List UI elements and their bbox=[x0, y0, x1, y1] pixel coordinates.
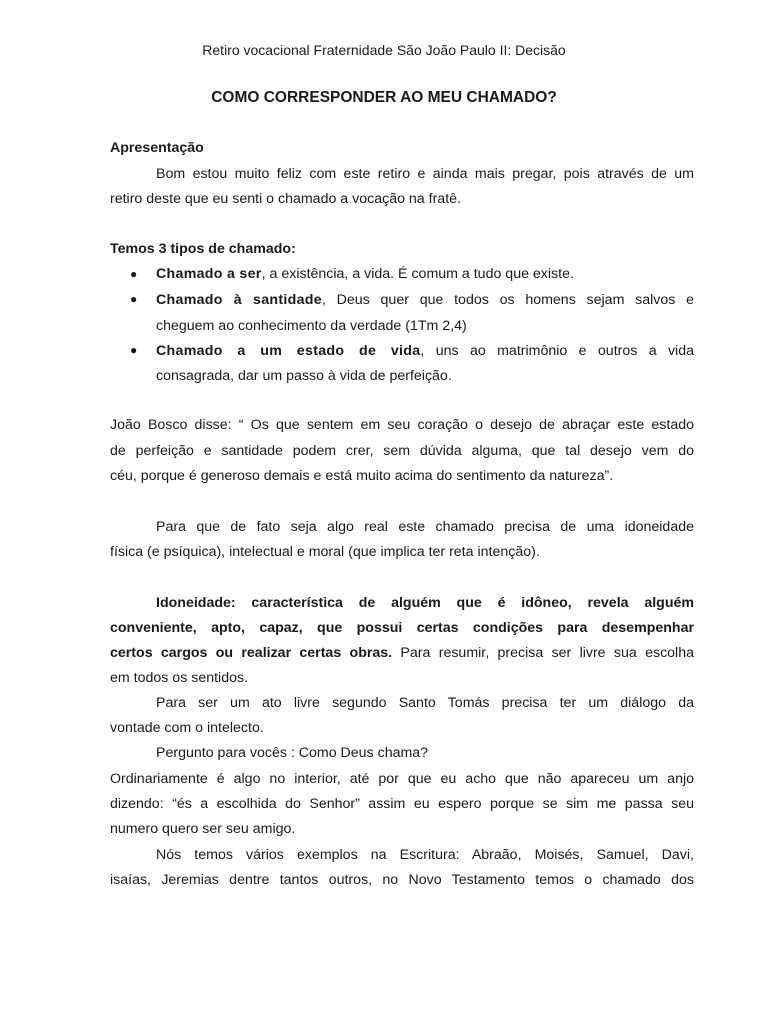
definition-line: Idoneidade: característica de alguém que é idôneo, revela alguém bbox=[156, 595, 694, 611]
document-header: Retiro vocacional Fraternidade São João Paulo II: Decisão bbox=[202, 42, 566, 58]
paragraph-line: Ordinariamente é algo no interior, até por que eu acho que não apareceu um anjo bbox=[110, 771, 694, 787]
paragraph-line: Para ser um ato livre segundo Santo Tomás precisa ter um diálogo da bbox=[156, 695, 694, 711]
list-item-continuation: cheguem ao conhecimento da verdade (1Tm 2,4) bbox=[156, 318, 467, 334]
paragraph-line: dizendo: “és a escolhida do Senhor” assim eu espero porque se sim me passa seu bbox=[110, 796, 694, 812]
list-item-continuation: consagrada, dar um passo à vida de perfeição. bbox=[156, 368, 452, 384]
paragraph-line: em todos os sentidos. bbox=[110, 670, 249, 686]
paragraph-line: de perfeição e santidade podem crer, sem dúvida alguma, que tal desejo vem do bbox=[110, 443, 694, 459]
bullet-icon: ● bbox=[130, 292, 138, 306]
definition-line: conveniente, apto, capaz, que possui certas condições para desempenhar bbox=[110, 620, 694, 636]
section-heading-tipos: Temos 3 tipos de chamado: bbox=[110, 241, 296, 257]
definition-bold: certos cargos ou realizar certas obras. bbox=[110, 645, 393, 661]
list-item-bold: Chamado a um estado de vida bbox=[156, 343, 421, 359]
bullet-icon: ● bbox=[130, 267, 138, 281]
list-item-text bbox=[156, 265, 694, 283]
list-item-rest: , Deus quer que todos os homens sejam salvos e bbox=[321, 292, 694, 308]
paragraph-line: Nós temos vários exemplos na Escritura: Abraão, Moisés, Samuel, Davi, bbox=[156, 847, 694, 863]
paragraph-line: Para que de fato seja algo real este chamado precisa de uma idoneidade bbox=[156, 519, 694, 535]
paragraph-line: vontade com o intelecto. bbox=[110, 720, 264, 736]
bullet-icon: ● bbox=[130, 343, 138, 357]
paragraph-line: numero quero ser seu amigo. bbox=[110, 821, 296, 837]
list-item-bold: Chamado à santidade bbox=[156, 292, 322, 308]
definition-line bbox=[110, 644, 694, 662]
paragraph-line: isaías, Jeremias dentre tantos outros, no Novo Testamento temos o chamado dos bbox=[110, 872, 694, 888]
list-item-text bbox=[156, 291, 694, 309]
paragraph-line: Bom estou muito feliz com este retiro e ainda mais pregar, pois através de um bbox=[156, 166, 694, 182]
paragraph-line: Pergunto para vocês : Como Deus chama? bbox=[156, 745, 429, 761]
definition-rest: Para resumir, precisa ser livre sua escolha bbox=[392, 645, 694, 661]
list-item-text bbox=[156, 342, 694, 360]
section-heading-apresentacao: Apresentação bbox=[110, 140, 204, 156]
list-item-rest: , a existência, a vida. É comum a tudo que existe. bbox=[261, 266, 574, 282]
paragraph-line: física (e psíquica), intelectual e moral (que implica ter reta intenção). bbox=[110, 544, 540, 560]
list-item-bold: Chamado a ser bbox=[156, 266, 262, 282]
paragraph-line: João Bosco disse: “ Os que sentem em seu coração o desejo de abraçar este estado bbox=[110, 417, 694, 433]
paragraph-line: céu, porque é generoso demais e está muito acima do sentimento da natureza”. bbox=[110, 468, 614, 484]
document-title: COMO CORRESPONDER AO MEU CHAMADO? bbox=[211, 89, 557, 106]
paragraph-line: retiro deste que eu senti o chamado a vocação na fratê. bbox=[110, 191, 461, 207]
list-item-rest: , uns ao matrimônio e outros a vida bbox=[420, 343, 694, 359]
